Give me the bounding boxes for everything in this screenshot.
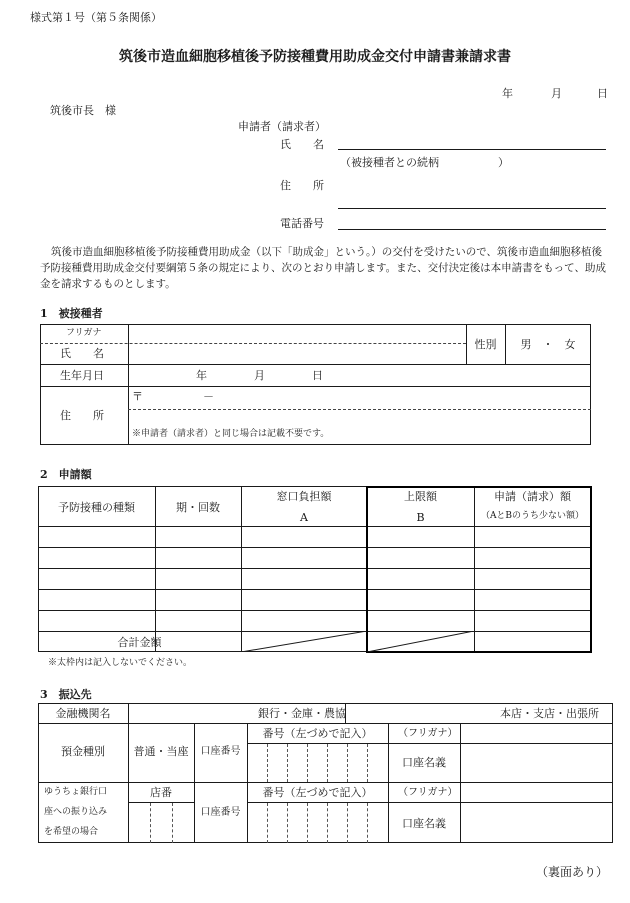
recipient-name-label: 氏 名 (60, 347, 104, 360)
birth-month: 月 (254, 369, 265, 382)
applicant-name-label: 氏 名 (280, 138, 324, 151)
col-limit-sub: B (416, 511, 425, 524)
account-number-label-2: 口座番号 (200, 807, 241, 818)
col-window: 窓口負担額 (276, 490, 332, 503)
date-day: 日 (597, 87, 608, 100)
col-window-sub: A (300, 511, 308, 524)
yucho-line3: を希望の場合 (44, 827, 99, 837)
postal-mark: 〒 (132, 390, 143, 403)
applicant-name-line[interactable] (338, 149, 606, 150)
sex-label: 性別 (474, 338, 497, 351)
recipient-address-label: 住 所 (60, 409, 104, 422)
holder-label: 口座名義 (402, 756, 446, 769)
furigana-2: （フリガナ） (398, 787, 458, 798)
applicant-address-label: 住 所 (280, 179, 324, 192)
address-note: ※申請者（請求者）と同じ場合は記載不要です。 (132, 429, 330, 439)
birth-day: 日 (312, 369, 323, 382)
branch-types[interactable]: 本店・支店・出張所 (500, 707, 599, 720)
date-month: 月 (551, 87, 562, 100)
holder-label-2: 口座名義 (402, 817, 446, 830)
applicant-phone-label: 電話番号 (280, 217, 324, 230)
col-request: 申請（請求）額 (494, 490, 571, 503)
section2-heading: 2 申請額 (40, 468, 92, 481)
furigana-1: （フリガナ） (398, 728, 458, 739)
deposit-label: 預金種別 (61, 745, 105, 758)
number-note-2: 番号（左づめで記入） (262, 786, 373, 799)
birth-label: 生年月日 (60, 369, 104, 382)
applicant-relation-label: （被接種者との続柄 (340, 156, 439, 169)
col-request-sub: （AとBのうち少ない額） (480, 511, 585, 521)
applicant-relation-close: ） (498, 156, 509, 169)
yucho-line1: ゆうちょ銀行口 (44, 787, 108, 797)
account-number-label: 口座番号 (200, 746, 241, 757)
applicant-heading: 申請者（請求者） (238, 120, 326, 133)
sex-options[interactable]: 男 ・ 女 (520, 338, 576, 351)
postal-dash: － (203, 390, 214, 403)
applicant-address-line[interactable] (338, 208, 606, 209)
total-label: 合計金額 (117, 636, 162, 649)
recipient-name-field[interactable] (129, 344, 465, 363)
page-title: 筑後市造血細胞移植後予防接種費用助成金交付申請書兼請求書 (119, 49, 511, 65)
institution-label: 金融機関名 (55, 707, 111, 720)
yucho-line2: 座への振り込み (44, 807, 108, 817)
furigana-label: フリガナ (66, 328, 102, 338)
date-year: 年 (502, 87, 513, 100)
form-number: 様式第１号（第５条関係） (30, 11, 162, 24)
total-window-slash (241, 631, 367, 652)
store-number-label: 店番 (150, 786, 172, 799)
intro-paragraph: 筑後市造血細胞移植後予防接種費用助成金（以下「助成金」という。）の交付を受けたいので、筑後市造血細胞移植後予防接種費用助成金交付要綱第５条の規定により、次のとおり申請します。また、交付決定後は本申請書をもって、助成金を請求するものとします。 (40, 246, 606, 290)
section3-heading: 3 振込先 (40, 688, 92, 701)
number-note: 番号（左づめで記入） (262, 727, 373, 740)
birth-year: 年 (196, 369, 207, 382)
bank-types[interactable]: 銀行・金庫・農協 (258, 707, 346, 720)
section1-heading: 1 被接種者 (40, 307, 103, 320)
admin-note: ※太枠内は記入しないでください。 (48, 658, 193, 668)
applicant-phone-line[interactable] (338, 229, 606, 230)
vaccine-entry-rows[interactable] (39, 527, 155, 631)
total-limit-slash (367, 631, 474, 652)
bank-table (38, 703, 613, 843)
deposit-options[interactable]: 普通・当座 (133, 745, 189, 758)
col-limit: 上限額 (404, 490, 437, 503)
col-vaccine: 予防接種の種類 (58, 501, 135, 514)
addressee: 筑後市長 様 (50, 104, 116, 117)
col-period: 期・回数 (176, 501, 220, 514)
footer-note: （裏面あり） (536, 865, 609, 879)
